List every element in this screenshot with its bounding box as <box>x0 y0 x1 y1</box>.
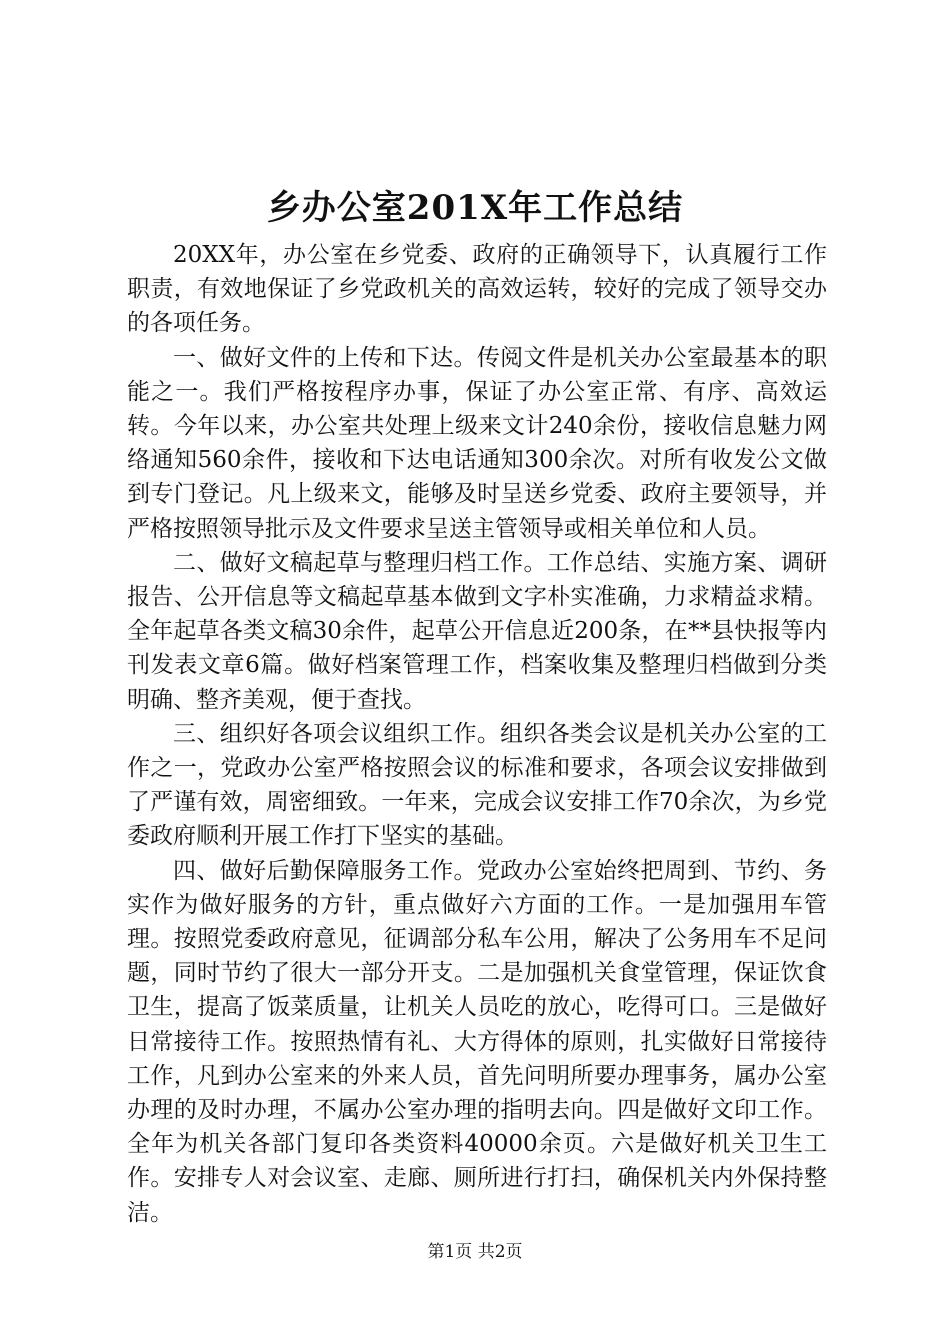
document-title: 乡办公室201X年工作总结 <box>266 188 684 228</box>
paragraph-section-3: 三、组织好各项会议组织工作。组织各类会议是机关办公室的工作之一，党政办公室严格按照会议的标准和要求，各项会议安排做到了严谨有效，周密细致。一年来，完成会议安排工作70余次，为乡党委政府顺利开展工作打下坚实的基础。 <box>127 720 827 850</box>
paragraph-intro: 20XX年，办公室在乡党委、政府的正确领导下，认真履行工作职责，有效地保证了乡党政机关的高效运转，较好的完成了领导交办的各项任务。 <box>127 242 827 337</box>
page-number: 第1页 共2页 <box>427 1242 523 1262</box>
paragraph-section-1: 一、做好文件的上传和下达。传阅文件是机关办公室最基本的职能之一。我们严格按程序办事，保证了办公室正常、有序、高效运转。今年以来，办公室共处理上级来文计240余份，接收信息魅力网络通知560余件，接收和下达电话通知300余次。对所有收发公文做到专门登记。凡上级来文，能够及时呈送乡党委、政府主要领导，并严格按照领导批示及文件要求呈送主管领导或相关单位和人员。 <box>127 344 827 542</box>
paragraph-section-2: 二、做好文稿起草与整理归档工作。工作总结、实施方案、调研报告、公开信息等文稿起草基本做到文字朴实准确，力求精益求精。全年起草各类文稿30余件，起草公开信息近200条，在**县快报等内刊发表文章6篇。做好档案管理工作，档案收集及整理归档做到分类明确、整齐美观，便于查找。 <box>127 549 827 713</box>
document-body <box>127 238 827 1230</box>
paragraph-section-4: 四、做好后勤保障服务工作。党政办公室始终把周到、节约、务实作为做好服务的方针，重点做好六方面的工作。一是加强用车管理。按照党委政府意见，征调部分私车公用，解决了公务用车不足问题，同时节约了很大一部分开支。二是加强机关食堂管理，保证饮食卫生，提高了饭菜质量，让机关人员吃的放心，吃得可口。三是做好日常接待工作。按照热情有礼、大方得体的原则，扎实做好日常接待工作，凡到办公室来的外来人员，首先问明所要办理事务，属办公室办理的及时办理，不属办公室办理的指明去向。四是做好文印工作。全年为机关各部门复印各类资料40000余页。六是做好机关卫生工作。安排专人对会议室、走廊、厕所进行打扫，确保机关内外保持整洁。 <box>127 857 827 1226</box>
